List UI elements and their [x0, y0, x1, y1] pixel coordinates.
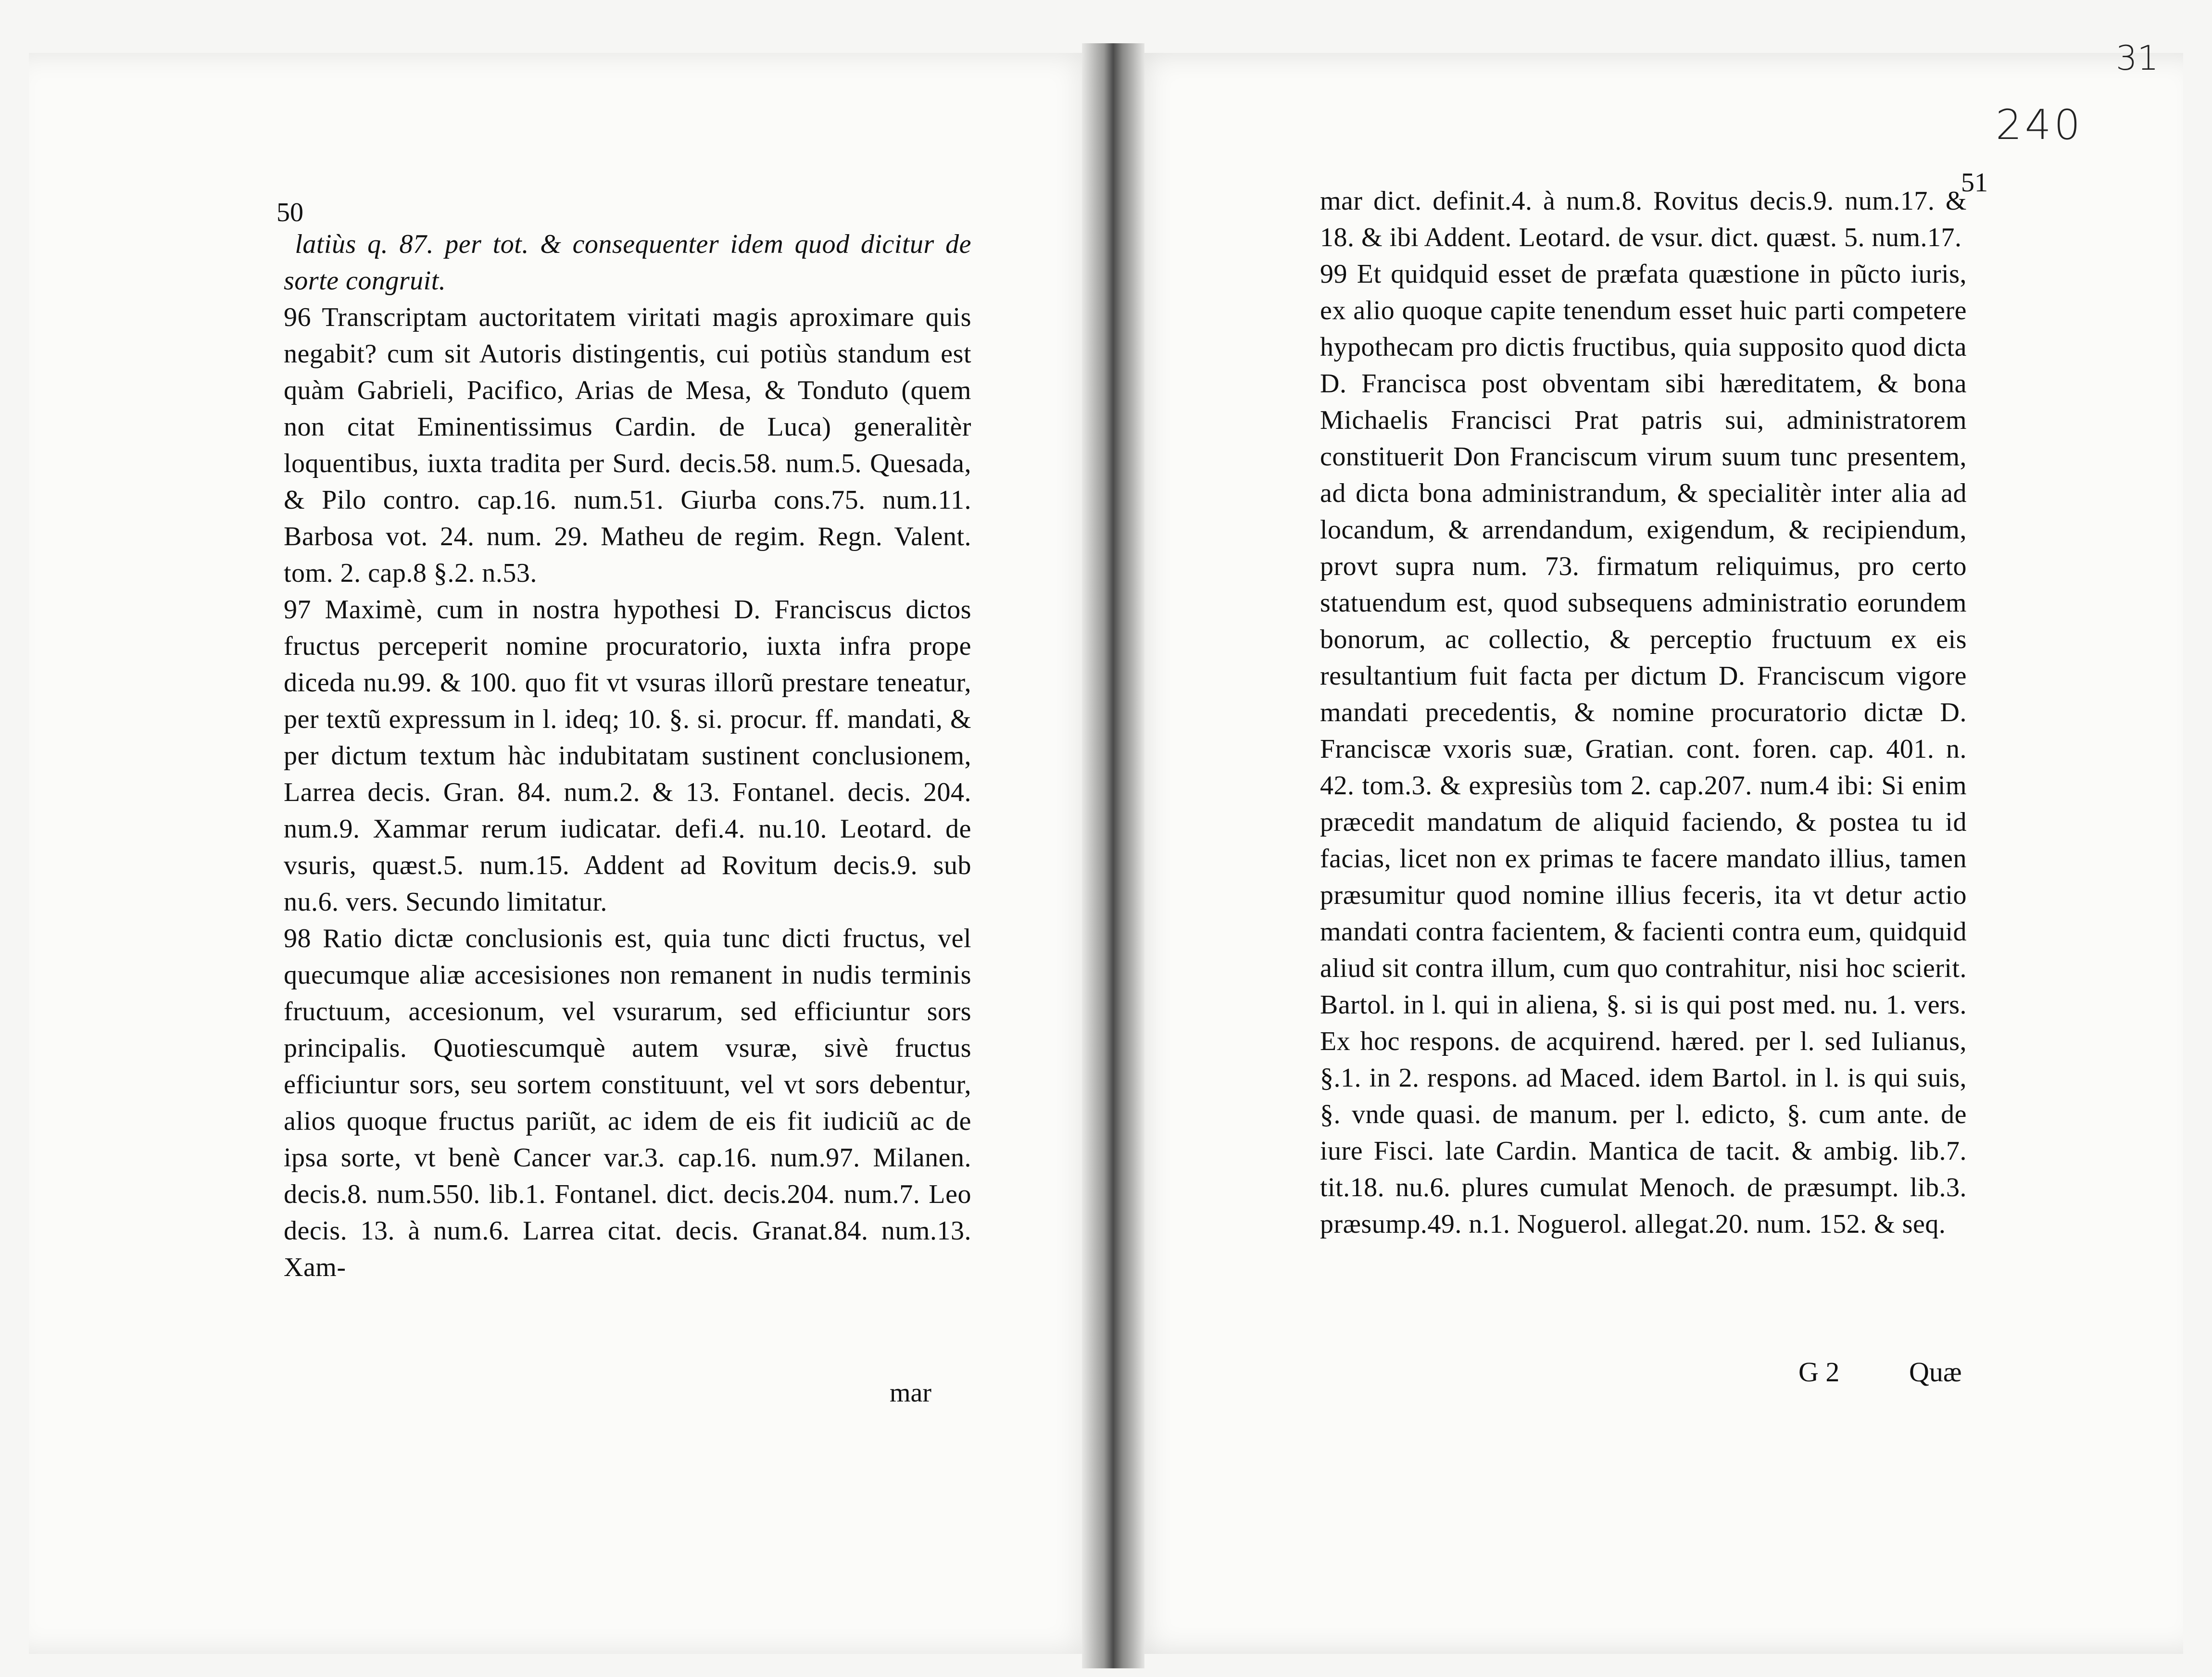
signature-mark: G 2 [1798, 1356, 1840, 1388]
paragraph: 99 Et quidquid esset de præfata quæstione in pũcto iuris, ex alio quoque capite tenendum esset huic parti competere hypothecam pro dictis fructibus, quia supposito quod dicta D. Francisca post obventam sibi hæreditatem, & bona Michaelis Francisci Prat patris sui, administratorem constituerit Don Franciscum virum suum tunc presentem, ad dicta bona administrandum, & specialitèr inter alia ad locandum, & arrendandum, exigendum, & recipiendum, provt supra num. 73. firmatum reliquimus, pro certo statuendum est, quod subsequens administratio eorundem bonorum, ac collectio, & perceptio fructuum ex eis resultantium fuit facta per dictum D. Franciscum vigore mandati precedentis, & nomine procuratorio dictæ D. Franciscæ vxoris suæ, Gratian. cont. foren. cap. 401. n. 42. tom.3. & expresiùs tom 2. cap.207. num.4 ibi: Si enim præcedit mandatum de aliquid faciendo, & postea tu id facias, licet non ex primas te facere mandato illius, tamen præsumitur quod nomine illius feceris, ita vt detur actio mandati contra facientem, & facienti contra eum, quidquid aliud sit contra illum, cum quo contrahitur, nisi hoc scierit. Bartol. in l. qui in aliena, §. si is qui post med. nu. 1. vers. Ex hoc respons. de acquirend. hæred. per l. sed Iulianus, §.1. in 2. respons. ad Maced. idem Bartol. in l. is qui suis, §. vnde quasi. de manum. per l. edicto, §. cum ante. de iure Fisci. late Cardin. Mantica de tacit. & ambig. lib.7. tit.18. nu.6. plures cumulat Menoch. de præsumpt. lib.3. præsump.49. n.1. Noguerol. allegat.20. num. 152. & seq. [1320, 259, 1967, 1239]
right-page-number: 51 [1961, 168, 1988, 198]
paragraph: mar dict. definit.4. à num.8. Rovitus decis.9. num.17. & 18. & ibi Addent. Leotard. de vsur. dict. quæst. 5. num.17. [1320, 186, 1967, 252]
right-catchword: Quæ [1909, 1356, 1962, 1388]
handwritten-corner-mark: 31 [2116, 38, 2159, 78]
paragraph: 97 Maximè, cum in nostra hypothesi D. Franciscus dictos fructus perceperit nomine procuratorio, iuxta infra prope diceda nu.99. & 100. quo fit vt vsuras illorũ prestare teneatur, per textũ expressum in l. ideq; 10. §. si. procur. ff. mandati, & per dictum textum hàc indubitatam sustinent conclusionem, Larrea decis. Gran. 84. num.2. & 13. Fontanel. decis. 204. num.9. Xammar rerum iudicatar. defi.4. nu.10. Leotard. de vsuris, quæst.5. num.15. Addent ad Rovitum decis.9. sub nu.6. vers. Secundo limitatur. [284, 595, 971, 917]
right-page-text [1320, 183, 1967, 1242]
paragraph: 98 Ratio dictæ conclusionis est, quia tunc dicti fructus, vel quecumque aliæ accesisiones non remanent in nudis terminis fructuum, accesionum, vel vsurarum, sed efficiuntur sors principalis. Quotiescumquè autem vsuræ, sivè fructus efficiuntur sors, seu sortem constituunt, vel vt sors debentur, alios quoque fructus pariũt, ac idem de eis fit iudiciũ ac de ipsa sorte, vt benè Cancer var.3. cap.16. num.97. Milanen. decis.8. num.550. lib.1. Fontanel. dict. decis.204. num.7. Leo decis. 13. à num.6. Larrea citat. decis. Granat.84. num.13. Xam- [284, 924, 971, 1282]
paragraph: ⁠ latiùs q. 87. per tot. & consequenter idem quod dicitur de sorte congruit. [284, 229, 971, 296]
left-page-text [284, 226, 971, 1286]
handwritten-folio-number: 240 [1996, 101, 2084, 149]
left-page-number: 50 [276, 198, 303, 227]
left-catchword: mar [890, 1378, 932, 1408]
book-gutter [1082, 43, 1144, 1668]
paragraph: 96 Transcriptam auctoritatem viritati magis aproximare quis negabit? cum sit Autoris distingentis, cui potiùs standum est quàm Gabrieli, Pacifico, Arias de Mesa, & Tonduto (quem non citat Eminentissimus Cardin. de Luca) generalitèr loquentibus, iuxta tradita per Surd. decis.58. num.5. Quesada, & Pilo contro. cap.16. num.51. Giurba cons.75. num.11. Barbosa vot. 24. num. 29. Matheu de regim. Regn. Valent. tom. 2. cap.8 §.2. n.53. [284, 302, 971, 588]
